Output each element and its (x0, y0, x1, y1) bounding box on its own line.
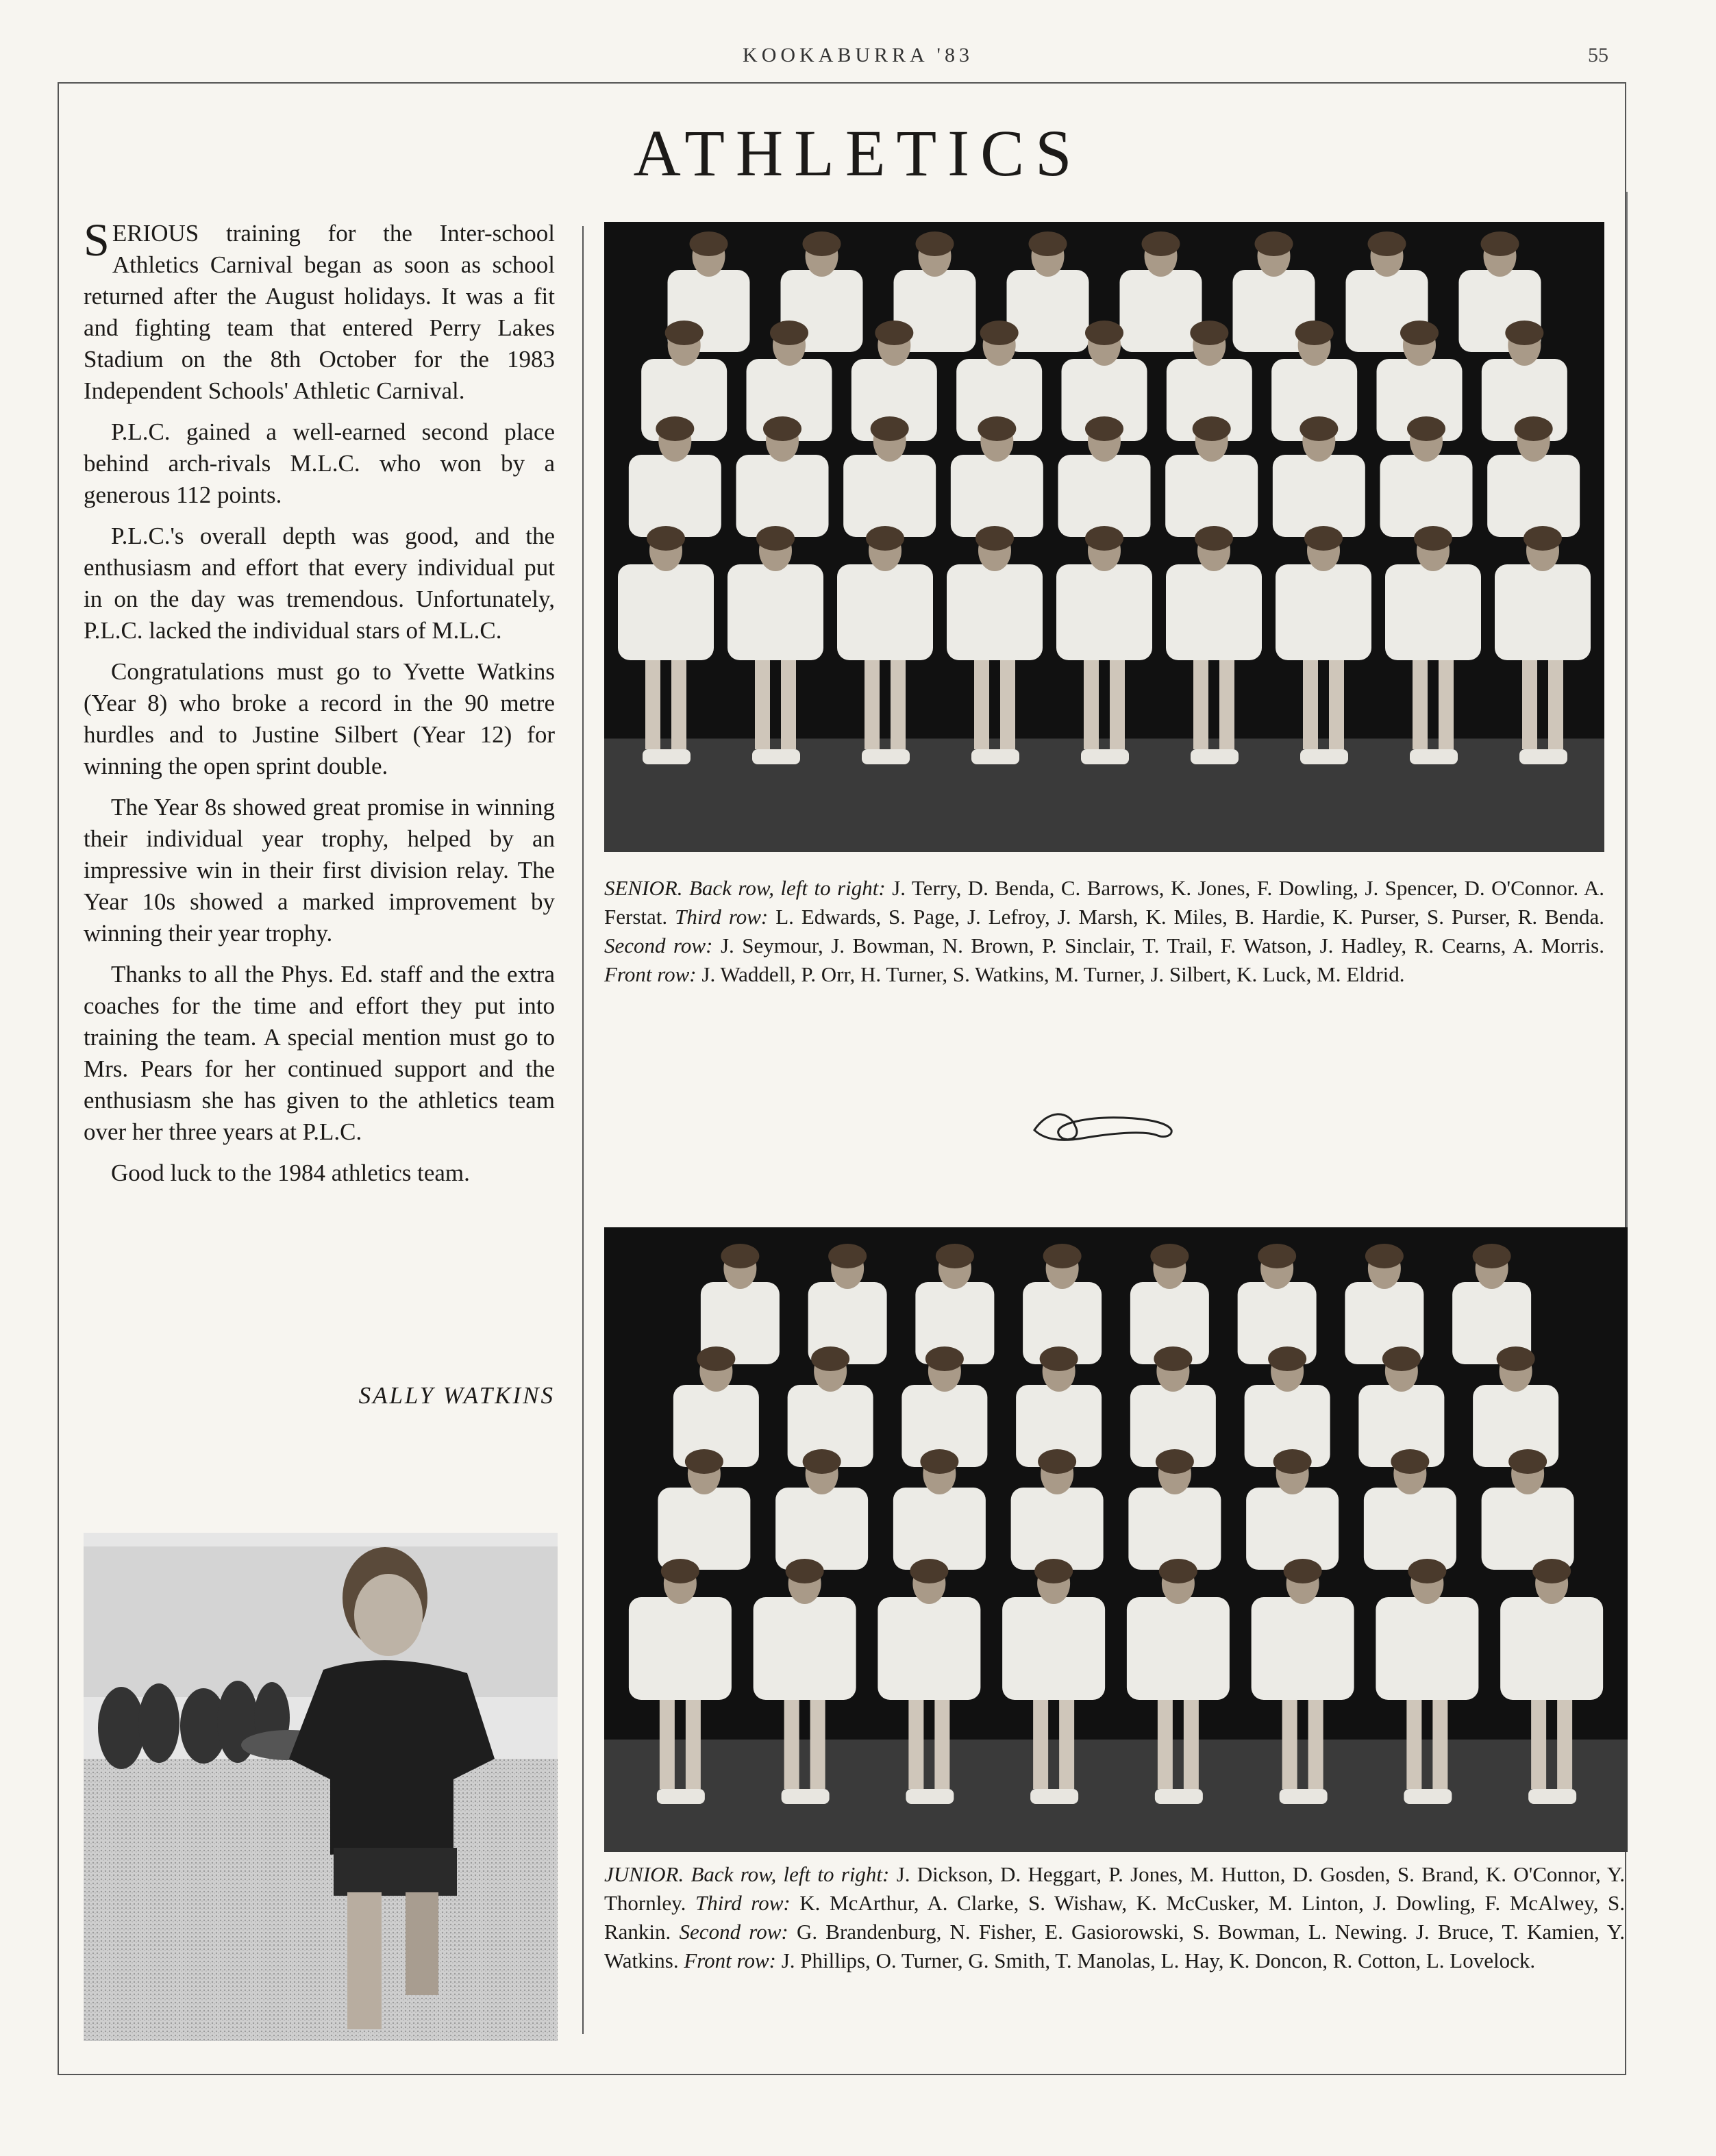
team-member-hair (980, 321, 1019, 345)
senior-team-photo (604, 222, 1604, 852)
team-member-hair (661, 1559, 699, 1583)
team-member-shirt (1166, 564, 1262, 660)
team-member-hair (1407, 416, 1445, 441)
team-member-hair (803, 1449, 841, 1474)
right-margin-rule (1626, 192, 1628, 1240)
team-member-hair (1497, 1346, 1535, 1371)
team-member-hair (916, 231, 954, 256)
team-member-shoes (971, 749, 1019, 764)
team-member-hair (1040, 1346, 1078, 1371)
team-member-shoes (1280, 1789, 1328, 1804)
team-member-hair (920, 1449, 958, 1474)
article-paragraph: Good luck to the 1984 athletics team. (111, 1160, 470, 1186)
team-member-hair (1043, 1244, 1082, 1268)
page-number: 55 (1588, 44, 1608, 66)
team-member-shirt (1128, 1488, 1221, 1570)
team-member-leg (1000, 660, 1015, 749)
team-member-leg (686, 1700, 701, 1789)
team-member-shoes (1519, 749, 1567, 764)
byline: SALLY WATKINS (358, 1382, 555, 1409)
team-member-shirt (736, 455, 829, 537)
caption-row-label: Second row: (604, 933, 713, 957)
team-member-hair (1391, 1449, 1429, 1474)
team-member-hair (1400, 321, 1439, 345)
team-member-hair (1481, 231, 1519, 256)
team-member-hair (1150, 1244, 1189, 1268)
caption-row-label: Back row, left to right: (689, 876, 886, 900)
team-member-hair (803, 231, 841, 256)
team-member-shirt (837, 564, 933, 660)
team-member-shirt (1127, 1597, 1230, 1700)
caption-row-label: Third row: (695, 1891, 791, 1915)
team-member-leg (1158, 1700, 1173, 1789)
team-member-shirt (775, 1488, 868, 1570)
team-member-shirt (1007, 270, 1089, 352)
team-member-leg (1432, 1700, 1447, 1789)
team-member-hair (1190, 321, 1228, 345)
team-member-shirt (629, 455, 721, 537)
caption-names: J. Phillips, O. Turner, G. Smith, T. Manolas, L. Hay, K. Doncon, R. Cotton, L. Lovelock. (781, 1948, 1536, 1972)
team-member-leg (1522, 660, 1537, 749)
team-member-hair (763, 416, 801, 441)
team-member-hair (975, 526, 1014, 551)
team-member-hair (811, 1346, 849, 1371)
junior-caption (604, 1860, 1625, 1975)
team-member-hair (828, 1244, 867, 1268)
drop-cap: S (84, 214, 110, 266)
team-member-hair (1473, 1244, 1511, 1268)
team-member-hair (866, 526, 904, 551)
team-member-shirt (1364, 1488, 1456, 1570)
team-member-shirt (1056, 564, 1152, 660)
team-member-shirt (728, 564, 823, 660)
team-member-leg (1084, 660, 1099, 749)
background-fence (84, 1546, 558, 1697)
caption-row-label: Front row: (604, 962, 697, 986)
caption-names: L. Edwards, S. Page, J. Lefroy, J. Marsh, K. Miles, B. Hardie, K. Purser, S. Purser, R. Benda. (775, 905, 1605, 929)
team-member-hair (756, 526, 795, 551)
team-member-hair (1085, 526, 1123, 551)
team-member-leg (891, 660, 906, 749)
runner-photo (84, 1533, 558, 2041)
team-member-shirt (1495, 564, 1591, 660)
team-member-leg (1531, 1700, 1546, 1789)
team-member-shoes (782, 1789, 830, 1804)
caption-names: J. Seymour, J. Bowman, N. Brown, P. Sinclair, T. Trail, F. Watson, J. Hadley, R. Cearns, A. Morris. (720, 933, 1604, 957)
team-member-hair (786, 1559, 824, 1583)
team-member-leg (781, 660, 796, 749)
article-paragraph: P.L.C.'s overall depth was good, and the enthusiasm and effort that every individual put in on the day was tremendous. Unfortunately, P.L.C. lacked the individual stars of M.L.C. (84, 523, 555, 644)
team-member-shoes (862, 749, 910, 764)
paragraph-text: training for the Inter-school Athletics Carnival began as soon as school returned after the August holidays. It was a fit and fighting team that entered Perry Lakes Stadium on the 8th October for the 1983 Independent Schools' Athletic Carnival. (84, 220, 555, 404)
article-paragraph: Thanks to all the Phys. Ed. staff and the extra coaches for the time and effort they put into training the team. A special mention must go to Mrs. Pears for her continued support and the enthusiasm she has given to the athletics team over her three years at P.L.C. (84, 961, 555, 1145)
team-member-hair (1300, 416, 1338, 441)
team-member-shoes (657, 1789, 705, 1804)
article-paragraph: P.L.C. gained a well-earned second place behind arch-rivals M.L.C. who won by a generous 112 points. (84, 418, 555, 508)
team-member-hair (1295, 321, 1334, 345)
team-member-shoes (752, 749, 800, 764)
team-member-shirt (951, 455, 1043, 537)
team-member-shirt (1165, 455, 1258, 537)
team-member-shirt (1120, 270, 1202, 352)
team-member-leg (1059, 1700, 1074, 1789)
team-member-shirt (1002, 1597, 1105, 1700)
team-member-hair (1195, 526, 1233, 551)
team-member-hair (1414, 526, 1452, 551)
article-paragraph: The Year 8s showed great promise in winning their individual year trophy, helped by an impressive win in their first division relay. The Year 10s showed a marked improvement by winning their year trophy. (84, 794, 555, 947)
team-member-leg (1219, 660, 1234, 749)
article-paragraph: Congratulations must go to Yvette Watkins (Year 8) who broke a record in the 90 metre hurdles and to Justine Silbert (Year 12) for winning the open sprint double. (84, 658, 555, 779)
team-member-leg (671, 660, 686, 749)
team-member-hair (1273, 1449, 1312, 1474)
team-member-leg (1184, 1700, 1199, 1789)
team-member-leg (755, 660, 770, 749)
team-member-leg (810, 1700, 825, 1789)
team-member-shirt (1487, 455, 1580, 537)
team-member-hair (1505, 321, 1543, 345)
team-member-leg (645, 660, 660, 749)
team-member-hair (1382, 1346, 1421, 1371)
team-member-hair (910, 1559, 948, 1583)
running-head: KOOKABURRA '83 (743, 44, 973, 66)
team-member-shoes (1404, 1789, 1452, 1804)
team-member-leg (1033, 1700, 1048, 1789)
team-member-hair (936, 1244, 974, 1268)
team-member-leg (1282, 1700, 1297, 1789)
team-member-shoes (1081, 749, 1129, 764)
team-member-shirt (1058, 455, 1151, 537)
caption-names: J. Terry, D. Benda, C. Barrows, K. Jones, F. Dowling, J. Spencer, D. O'Connor. A. Ferstat. (604, 876, 1605, 929)
team-member-hair (1304, 526, 1343, 551)
team-member-hair (1034, 1559, 1073, 1583)
team-member-leg (1439, 660, 1454, 749)
team-member-shirt (947, 564, 1043, 660)
team-member-leg (1308, 1700, 1323, 1789)
team-member-leg (784, 1700, 799, 1789)
page-title: ATHLETICS (633, 116, 1083, 190)
team-member-hair (665, 321, 704, 345)
team-member-hair (1524, 526, 1562, 551)
column-rule (582, 226, 584, 2034)
team-member-hair (770, 321, 808, 345)
team-member-hair (1368, 231, 1406, 256)
team-member-shirt (658, 1488, 750, 1570)
team-member-shoes (1155, 1789, 1203, 1804)
team-member-leg (1329, 660, 1344, 749)
team-member-leg (1303, 660, 1318, 749)
team-member-shirt (1276, 564, 1371, 660)
team-member-leg (934, 1700, 949, 1789)
team-member-hair (1515, 416, 1553, 441)
caption-group: JUNIOR. (604, 1862, 684, 1886)
team-member-shirt (1252, 1597, 1354, 1700)
team-member-hair (871, 416, 909, 441)
team-member-leg (1110, 660, 1125, 749)
team-member-hair (1284, 1559, 1322, 1583)
team-member-leg (1548, 660, 1563, 749)
junior-photo-drawing (604, 1227, 1628, 1852)
team-member-shoes (1300, 749, 1348, 764)
team-member-hair (1268, 1346, 1306, 1371)
caption-row-label: Back row, left to right: (691, 1862, 890, 1886)
team-member-hair (1085, 416, 1123, 441)
team-member-leg (865, 660, 880, 749)
team-member-shirt (878, 1597, 980, 1700)
team-member-hair (1029, 231, 1067, 256)
floor (604, 1740, 1628, 1852)
team-member-hair (1142, 231, 1180, 256)
lead-word: ERIOUS (112, 220, 199, 247)
team-member-shoes (1191, 749, 1239, 764)
team-member-leg (1193, 660, 1208, 749)
caption-names: K. McArthur, A. Clarke, S. Wishaw, K. McCusker, M. Linton, J. Dowling, F. McAlwey, S. Rankin. (604, 1891, 1626, 1944)
team-member-shirt (629, 1597, 732, 1700)
flourish-ornament (1028, 1103, 1178, 1151)
team-member-shirt (1273, 455, 1365, 537)
team-member-shirt (1380, 455, 1473, 537)
team-member-shirt (1011, 1488, 1104, 1570)
team-member-shirt (1246, 1488, 1339, 1570)
article-paragraph (84, 214, 555, 407)
team-member-shirt (754, 1597, 856, 1700)
team-member-shoes (906, 1789, 954, 1804)
caption-row-label: Front row: (684, 1948, 776, 1972)
team-member-hair (1532, 1559, 1571, 1583)
runner-photo-drawing (84, 1533, 558, 2041)
team-member-leg (660, 1700, 675, 1789)
team-member-shirt (1482, 1488, 1574, 1570)
team-member-hair (1508, 1449, 1547, 1474)
team-member-leg (1413, 660, 1428, 749)
team-member-leg (1557, 1700, 1572, 1789)
team-member-hair (1038, 1449, 1076, 1474)
team-member-hair (978, 416, 1016, 441)
team-member-hair (1255, 231, 1293, 256)
senior-caption (604, 874, 1604, 989)
team-member-hair (656, 416, 694, 441)
team-member-hair (1408, 1559, 1446, 1583)
team-member-shoes (1030, 1789, 1078, 1804)
team-member-leg (1406, 1700, 1421, 1789)
team-member-hair (647, 526, 685, 551)
team-member-hair (697, 1346, 735, 1371)
team-member-shirt (618, 564, 714, 660)
team-member-hair (1159, 1559, 1197, 1583)
team-member-shoes (1528, 1789, 1576, 1804)
team-member-hair (1085, 321, 1123, 345)
team-member-hair (1154, 1346, 1192, 1371)
team-member-shirt (1376, 1597, 1478, 1700)
junior-team-photo (604, 1227, 1628, 1852)
caption-names: J. Waddell, P. Orr, H. Turner, S. Watkins, M. Turner, J. Silbert, K. Luck, M. Eldrid. (701, 962, 1405, 986)
caption-row-label: Third row: (675, 905, 769, 929)
team-member-hair (1365, 1244, 1404, 1268)
caption-row-label: Second row: (679, 1920, 788, 1944)
caption-names: G. Brandenburg, N. Fisher, E. Gasiorowski, S. Bowman, L. Newing. J. Bruce, T. Kamien, Y. Watkins. (604, 1920, 1626, 1972)
team-member-leg (908, 1700, 923, 1789)
team-member-hair (1193, 416, 1231, 441)
team-member-hair (1258, 1244, 1296, 1268)
team-member-shoes (643, 749, 691, 764)
team-member-shirt (1500, 1597, 1603, 1700)
team-member-hair (721, 1244, 759, 1268)
team-member-hair (875, 321, 913, 345)
team-member-shirt (843, 455, 936, 537)
team-member-hair (685, 1449, 723, 1474)
article-body (84, 214, 555, 1199)
senior-photo-drawing (604, 222, 1604, 852)
caption-names: J. Dickson, D. Heggart, P. Jones, M. Hutton, D. Gosden, S. Brand, K. O'Connor, Y. Thornley. (604, 1862, 1625, 1915)
team-member-leg (974, 660, 989, 749)
team-member-hair (690, 231, 728, 256)
team-member-hair (1156, 1449, 1194, 1474)
team-member-hair (925, 1346, 964, 1371)
caption-group: SENIOR. (604, 876, 683, 900)
team-member-shoes (1410, 749, 1458, 764)
team-member-shirt (1385, 564, 1481, 660)
grass-field (84, 1759, 558, 2041)
team-member-shirt (893, 1488, 986, 1570)
